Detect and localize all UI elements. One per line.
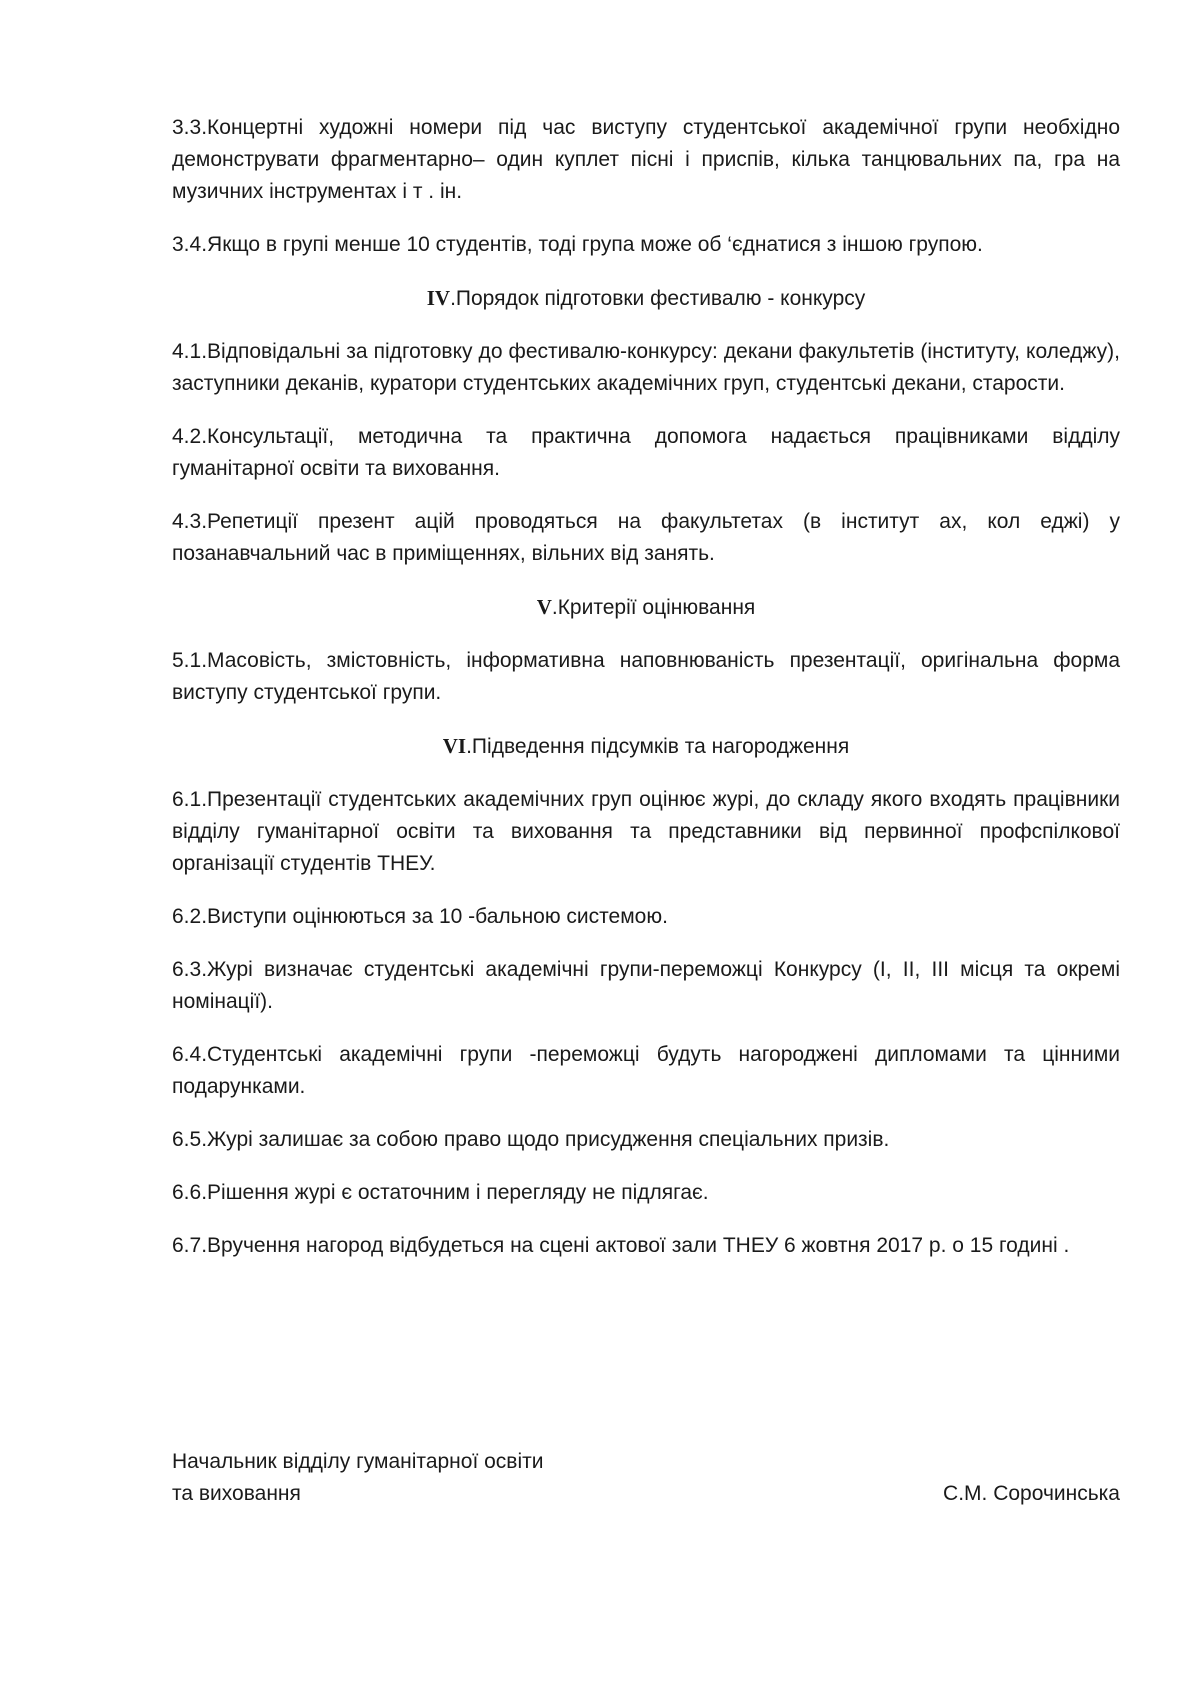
paragraph-6-1: 6.1.Презентації студентських академічних груп оцінює журі, до складу якого входять працівники відділу гуманітарної освіти та виховання та представники від первинної профспілкової організації студентів ТНЕУ. (172, 788, 1120, 875)
paragraph-4-3: 4.3.Репетиції презент ацій проводяться на факультетах (в інститут ах, кол еджі) у позанавчальний час в приміщеннях, вільних від занять. (172, 510, 1120, 565)
paragraph-6-5: 6.5.Журі залишає за собою право щодо присудження спеціальних призів. (172, 1128, 890, 1151)
section-numeral-5: V (536, 595, 552, 619)
paragraph-6-3: 6.3.Журі визначає студентські академічні групи-переможці Конкурсу (I, II, III місця та окремі номінації). (172, 958, 1120, 1013)
signature-block (172, 1446, 1120, 1510)
signatory-name: С.М. Сорочинська (943, 1482, 1120, 1505)
paragraph-6-6: 6.6.Рішення журі є остаточним і перегляду не підлягає. (172, 1181, 709, 1204)
paragraph-4-1: 4.1.Відповідальні за підготовку до фестивалю-конкурсу: декани факультетів (інституту, коледжу), заступники деканів, куратори студентських академічних груп, студентські декани, старости. (172, 340, 1120, 395)
section-numeral-4: IV (426, 286, 451, 310)
paragraph-6-2: 6.2.Виступи оцінюються за 10 -бальною системою. (172, 905, 668, 928)
section-heading-4 (172, 282, 1120, 315)
paragraph-4-2: 4.2.Консультації, методична та практична допомога надається працівниками відділу гуманітарної освіти та виховання. (172, 425, 1120, 480)
signatory-position-line1: Начальник відділу гуманітарної освіти (172, 1450, 544, 1473)
paragraph-3-4: 3.4.Якщо в групі менше 10 студентів, тоді група може об ‘єднатися з іншою групою. (172, 233, 983, 256)
paragraph-6-7: 6.7.Вручення нагород відбудеться на сцені актової зали ТНЕУ 6 жовтня 2017 р. о 15 годині . (172, 1234, 1070, 1257)
paragraph-6-4: 6.4.Студентські академічні групи -переможці будуть нагороджені дипломами та цінними подарунками. (172, 1043, 1120, 1098)
signatory-position-line2: та виховання (172, 1482, 301, 1505)
section-title-5: .Критерії оцінювання (551, 596, 756, 619)
paragraph-5-1: 5.1.Масовість, змістовність, інформативна наповнюваність презентації, оригінальна форма виступу студентської групи. (172, 649, 1120, 704)
section-title-4: .Порядок підготовки фестивалю - конкурсу (450, 287, 866, 310)
signature-row (172, 1478, 1120, 1510)
section-heading-5 (172, 591, 1120, 624)
document-body (172, 112, 1120, 1283)
section-numeral-6: VI (442, 734, 467, 758)
section-title-6: .Підведення підсумків та нагородження (466, 735, 850, 758)
paragraph-3-3: 3.3.Концертні художні номери під час виступу студентської академічної групи необхідно демонструвати фрагментарно– один куплет пісні і приспів, кілька танцювальних па, гра на музичних інструментах і т . ін. (172, 116, 1120, 203)
section-heading-6 (172, 730, 1120, 763)
